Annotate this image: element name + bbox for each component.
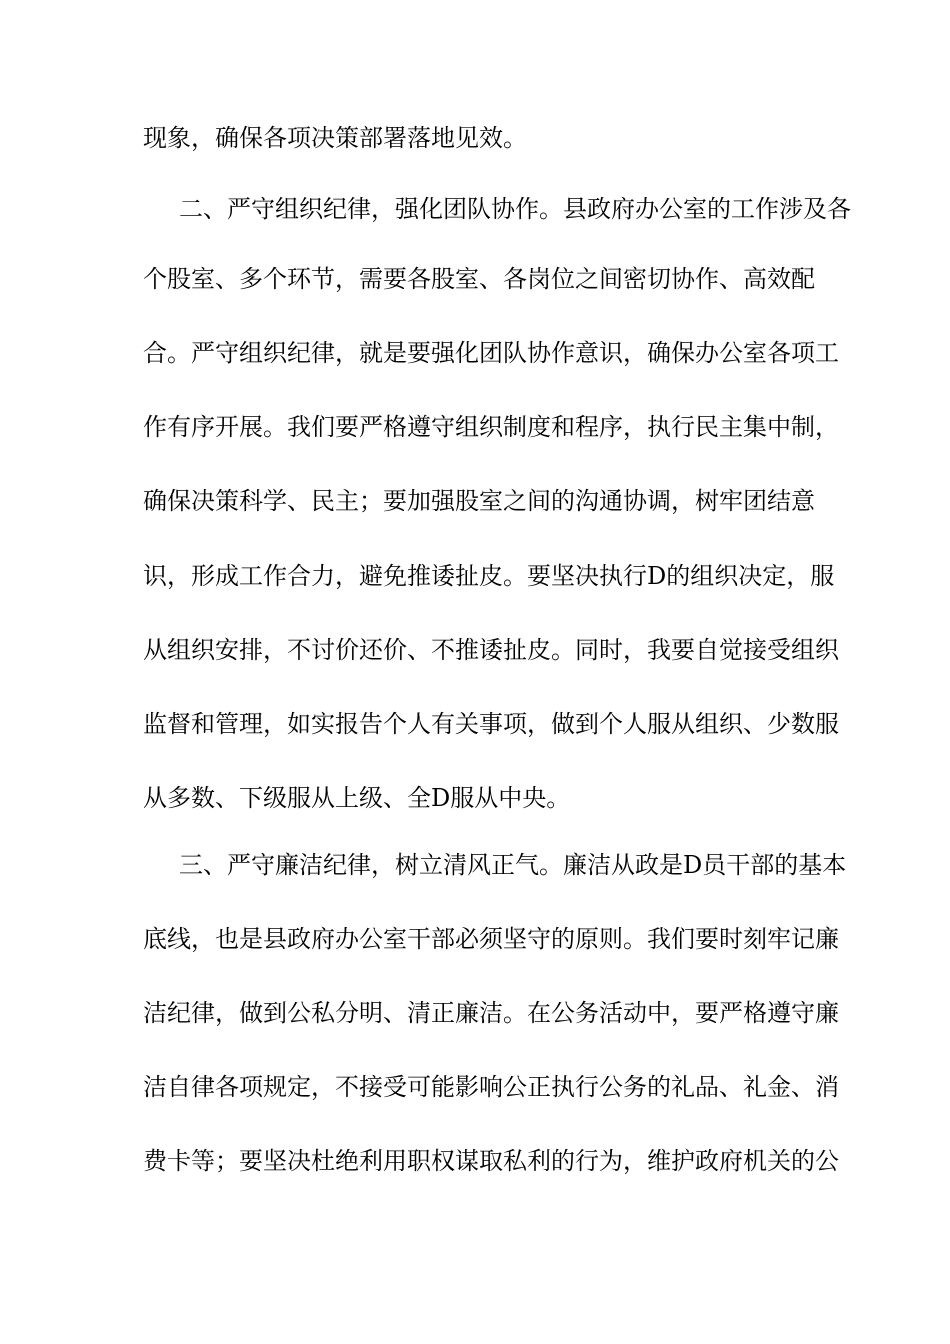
text-line — [0, 481, 950, 521]
line-text: 二、严守组织纪律，强化团队协作。县政府办公室的工作涉及各 — [179, 195, 851, 223]
line-text: 三、严守廉洁纪律，树立清风正气。廉洁从政是D员干部的基本 — [179, 851, 847, 879]
line-text: 底线，也是县政府办公室干部必须坚守的原则。我们要时刻牢记廉 — [143, 925, 839, 953]
line-text: 作有序开展。我们要严格遵守组织制度和程序，执行民主集中制， — [143, 413, 839, 441]
line-text: 洁自律各项规定，不接受可能影响公正执行公务的礼品、礼金、消 — [143, 1073, 839, 1101]
line-text: 费卡等；要坚决杜绝利用职权谋取私利的行为，维护政府机关的公 — [143, 1147, 839, 1175]
line-text: 确保决策科学、民主；要加强股室之间的沟通协调，树牢团结意 — [143, 487, 815, 515]
paragraph-first-line — [0, 189, 950, 229]
line-text: 洁纪律，做到公私分明、清正廉洁。在公务活动中，要严格遵守廉 — [143, 999, 839, 1027]
line-text: 从组织安排，不讨价还价、不推诿扯皮。同时，我要自觉接受组织 — [143, 636, 839, 664]
text-line — [0, 1067, 950, 1107]
line-text: 识，形成工作合力，避免推诿扯皮。要坚决执行D的组织决定，服 — [143, 562, 835, 590]
text-line — [0, 407, 950, 447]
text-line — [0, 333, 950, 373]
line-text: 合。严守组织纪律，就是要强化团队协作意识，确保办公室各项工 — [143, 339, 839, 367]
line-text: 监督和管理，如实报告个人有关事项，做到个人服从组织、少数服 — [143, 710, 839, 738]
text-line — [0, 259, 950, 299]
paragraph-first-line — [0, 845, 950, 885]
text-line — [0, 556, 950, 596]
text-line — [0, 630, 950, 670]
text-line — [0, 1141, 950, 1181]
line-text: 从多数、下级服从上级、全D服从中央。 — [143, 784, 571, 812]
text-line — [0, 778, 950, 818]
line-text: 现象，确保各项决策部署落地见效。 — [143, 124, 527, 152]
text-line — [0, 118, 950, 158]
text-line — [0, 704, 950, 744]
line-text: 个股室、多个环节，需要各股室、各岗位之间密切协作、高效配 — [143, 265, 815, 293]
text-line — [0, 993, 950, 1033]
text-line — [0, 919, 950, 959]
